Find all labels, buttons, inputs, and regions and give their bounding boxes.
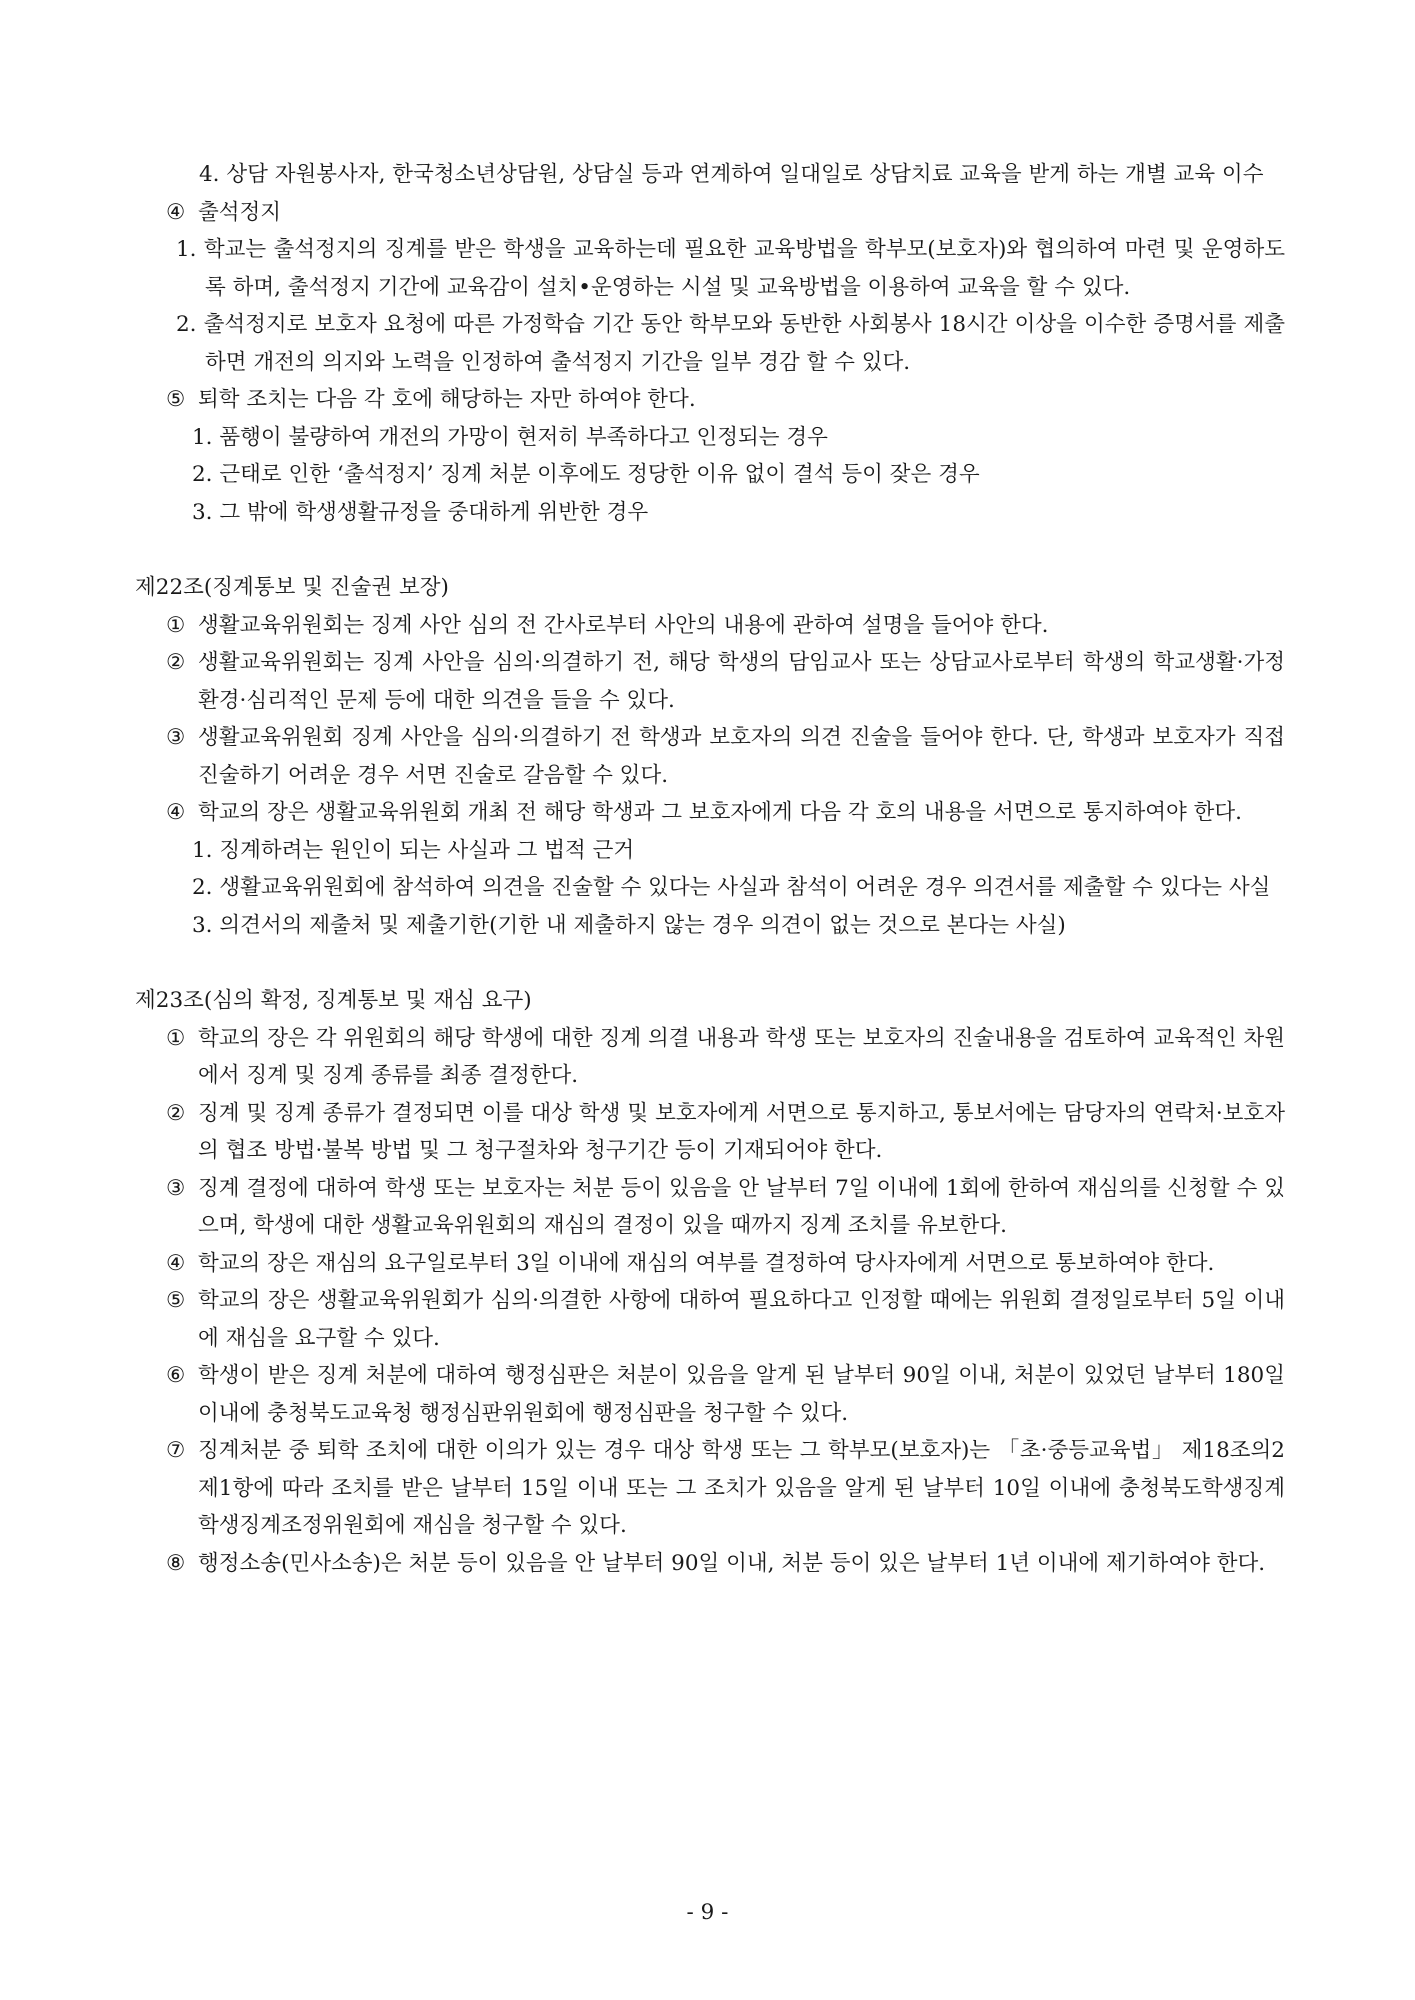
list-item: 4. 상담 자원봉사자, 한국청소년상담원, 상담실 등과 연계하여 일대일로 상담치료 교육을 받게 하는 개별 교육 이수 (199, 162, 1264, 187)
clause-item (135, 644, 1285, 719)
clause-number: ⑧ (166, 1550, 186, 1576)
clause-number: ③ (166, 725, 186, 750)
clause-number: ① (166, 612, 186, 638)
clause-number: ③ (166, 1175, 186, 1201)
list-item: 1. 학교는 출석정지의 징계를 받은 학생을 교육하는데 필요한 교육방법을 학부모(보호자)와 협의하여 마련 및 운영하도록 하며, 출석정지 기간에 교육감이 설치•운영하는 시설 및 교육방법을 이용하여 교육을 할 수 있다. (176, 237, 1285, 300)
clause-item (135, 194, 1285, 232)
clause-number: ④ (166, 199, 186, 225)
clause-number: ⑥ (166, 1363, 186, 1388)
section-art22 (135, 569, 1285, 944)
clause-number: ⑦ (166, 1438, 186, 1463)
section-art21-continued (135, 156, 1285, 531)
list-item: 1. 징계하려는 원인이 되는 사실과 그 법적 근거 (192, 837, 635, 863)
clause-item (135, 1357, 1285, 1432)
clause-item (135, 1020, 1285, 1095)
section-spacer (135, 944, 1285, 982)
clause-number: ② (166, 650, 186, 675)
section-spacer (135, 531, 1285, 569)
clause-item (135, 1432, 1285, 1545)
clause-text: 출석정지 (198, 199, 282, 225)
clause-number: ④ (166, 800, 186, 825)
clause-text: 학교의 장은 생활교육위원회가 심의·의결한 사항에 대하여 필요하다고 인정할 때에는 위원회 결정일로부터 5일 이내에 재심을 요구할 수 있다. (198, 1288, 1285, 1351)
clause-text: 징계 및 징계 종류가 결정되면 이를 대상 학생 및 보호자에게 서면으로 통지하고, 통보서에는 담당자의 연락처·보호자의 협조 방법·불복 방법 및 그 청구절차와 청구기간 등이 기재되어야 한다. (198, 1100, 1285, 1163)
section-art23 (135, 982, 1285, 1582)
clause-number: ④ (166, 1250, 186, 1276)
clause-text: 생활교육위원회 징계 사안을 심의·의결하기 전 학생과 보호자의 의견 진술을 들어야 한다. 단, 학생과 보호자가 직접 진술하기 어려운 경우 서면 진술로 갈음할 수 있다. (198, 725, 1285, 788)
clause-item (135, 1282, 1285, 1357)
article-heading: 제22조(징계통보 및 진술권 보장) (135, 575, 449, 600)
clause-text: 학교의 장은 생활교육위원회 개최 전 해당 학생과 그 보호자에게 다음 각 호의 내용을 서면으로 통지하여야 한다. (198, 800, 1242, 825)
clause-text: 생활교육위원회는 징계 사안을 심의·의결하기 전, 해당 학생의 담임교사 또는 상담교사로부터 학생의 학교생활·가정환경·심리적인 문제 등에 대한 의견을 들을 수 있다. (198, 650, 1285, 713)
clause-text: 학교의 장은 재심의 요구일로부터 3일 이내에 재심의 여부를 결정하여 당사자에게 서면으로 통보하여야 한다. (198, 1250, 1215, 1276)
clause-text: 생활교육위원회는 징계 사안 심의 전 간사로부터 사안의 내용에 관하여 설명을 들어야 한다. (198, 612, 1049, 638)
clause-item (135, 607, 1285, 645)
clause-item (135, 1545, 1285, 1583)
clause-item (135, 1245, 1285, 1283)
clause-text: 학생이 받은 징계 처분에 대하여 행정심판은 처분이 있음을 알게 된 날부터 90일 이내, 처분이 있었던 날부터 180일 이내에 충청북도교육청 행정심판위원회에 행정심판을 청구할 수 있다. (198, 1363, 1285, 1426)
list-item: 2. 근태로 인한 ‘출석정지’ 징계 처분 이후에도 정당한 이유 없이 결석 등이 잦은 경우 (192, 462, 980, 487)
clause-item (135, 794, 1285, 832)
clause-item (135, 1170, 1285, 1245)
page-number: - 9 - (686, 1900, 729, 1925)
clause-number: ① (166, 1025, 186, 1051)
clause-item (135, 1095, 1285, 1170)
article-heading: 제23조(심의 확정, 징계통보 및 재심 요구) (135, 988, 532, 1013)
document-body (135, 156, 1285, 1582)
clause-text: 학교의 장은 각 위원회의 해당 학생에 대한 징계 의결 내용과 학생 또는 보호자의 진술내용을 검토하여 교육적인 차원에서 징계 및 징계 종류를 최종 결정한다. (198, 1025, 1285, 1088)
clause-number: ⑤ (166, 1288, 186, 1313)
clause-number: ② (166, 1100, 186, 1126)
clause-item (135, 719, 1285, 794)
clause-text: 징계 결정에 대하여 학생 또는 보호자는 처분 등이 있음을 안 날부터 7일 이내에 1회에 한하여 재심의를 신청할 수 있으며, 학생에 대한 생활교육위원회의 재심의 결정이 있을 때까지 징계 조치를 유보한다. (198, 1175, 1285, 1238)
list-item: 2. 출석정지로 보호자 요청에 따른 가정학습 기간 동안 학부모와 동반한 사회봉사 18시간 이상을 이수한 증명서를 제출하면 개전의 의지와 노력을 인정하여 출석정지 기간을 일부 경감 할 수 있다. (176, 312, 1285, 375)
list-item: 3. 의견서의 제출처 및 제출기한(기한 내 제출하지 않는 경우 의견이 없는 것으로 본다는 사실) (192, 912, 1066, 938)
clause-text: 행정소송(민사소송)은 처분 등이 있음을 안 날부터 90일 이내, 처분 등이 있은 날부터 1년 이내에 제기하여야 한다. (198, 1550, 1266, 1576)
list-item: 1. 품행이 불량하여 개전의 가망이 현저히 부족하다고 인정되는 경우 (192, 424, 828, 450)
clause-text: 징계처분 중 퇴학 조치에 대한 이의가 있는 경우 대상 학생 또는 그 학부모(보호자)는 「초·중등교육법」 제18조의2 제1항에 따라 조치를 받은 날부터 15일 이내 또는 그 조치가 있음을 알게 된 날부터 10일 이내에 충청북도학생징계 학생징계조정위원회에 재심을 청구할 수 있다. (198, 1438, 1285, 1538)
clause-text: 퇴학 조치는 다음 각 호에 해당하는 자만 하여야 한다. (198, 387, 696, 412)
clause-number: ⑤ (166, 387, 186, 412)
list-item: 3. 그 밖에 학생생활규정을 중대하게 위반한 경우 (192, 499, 649, 525)
list-item: 2. 생활교육위원회에 참석하여 의견을 진술할 수 있다는 사실과 참석이 어려운 경우 의견서를 제출할 수 있다는 사실 (192, 875, 1271, 900)
clause-item (135, 381, 1285, 419)
